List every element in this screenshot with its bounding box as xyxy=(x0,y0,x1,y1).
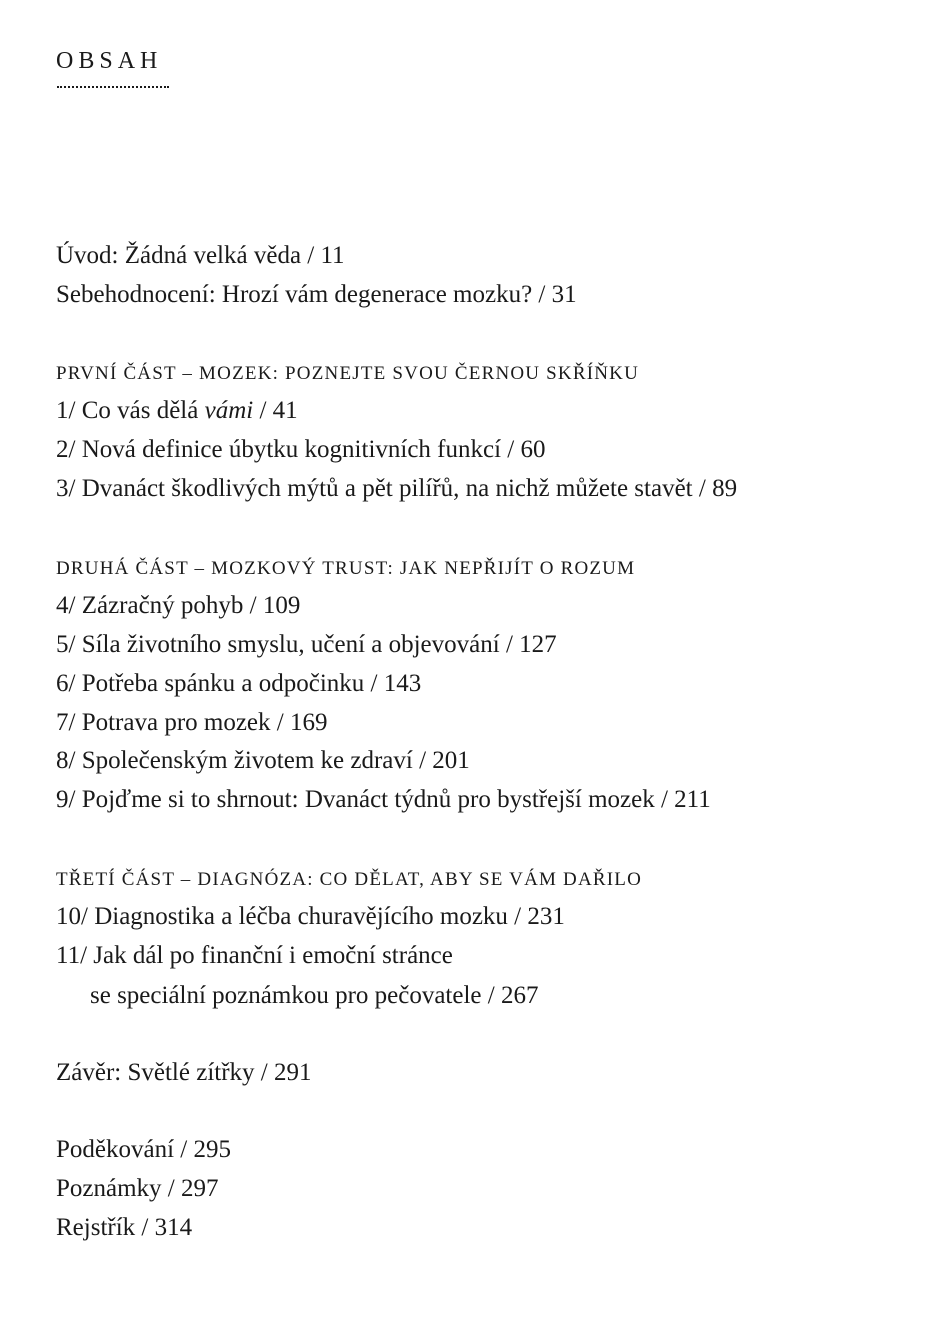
toc-entry-chapter-11: 11/ Jak dál po finanční i emoční stránce xyxy=(56,942,453,969)
toc-entry-chapter-8: 8/ Společenským životem ke zdraví / 201 xyxy=(56,747,470,774)
toc-entry-podekovani: Poděkování / 295 xyxy=(56,1136,231,1163)
toc-entry-chapter-9: 9/ Pojďme si to shrnout: Dvanáct týdnů pro bystřejší mozek / 211 xyxy=(56,786,711,813)
toc-entry-chapter-11-continuation: se speciální poznámkou pro pečovatele / 267 xyxy=(90,982,539,1009)
part-heading-3: TŘETÍ ČÁST – DIAGNÓZA: CO DĚLAT, ABY SE VÁM DAŘILO xyxy=(56,869,643,890)
toc-entry-chapter-6: 6/ Potřeba spánku a odpočinku / 143 xyxy=(56,670,422,697)
toc-entry-chapter-1 xyxy=(56,396,298,426)
chapter-1-suffix: / 41 xyxy=(253,397,298,424)
toc-entry-sebehodnoceni: Sebehodnocení: Hrozí vám degenerace mozku? / 31 xyxy=(56,281,577,308)
toc-entry-rejstrik: Rejstřík / 314 xyxy=(56,1214,193,1241)
part-heading-1: PRVNÍ ČÁST – MOZEK: POZNEJTE SVOU ČERNOU SKŘÍŇKU xyxy=(56,363,640,384)
chapter-1-prefix: 1/ Co vás dělá xyxy=(56,397,205,424)
toc-entry-chapter-3: 3/ Dvanáct škodlivých mýtů a pět pilířů, na nichž můžete stavět / 89 xyxy=(56,475,738,502)
toc-entry-chapter-4: 4/ Zázračný pohyb / 109 xyxy=(56,592,301,619)
toc-entry-chapter-2: 2/ Nová definice úbytku kognitivních funkcí / 60 xyxy=(56,436,546,463)
toc-entry-chapter-5: 5/ Síla životního smyslu, učení a objevování / 127 xyxy=(56,631,557,658)
toc-entry-chapter-10: 10/ Diagnostika a léčba churavějícího mozku / 231 xyxy=(56,903,565,930)
title-dotted-rule xyxy=(57,86,169,88)
toc-entry-poznamky: Poznámky / 297 xyxy=(56,1175,219,1202)
chapter-1-emphasis: vámi xyxy=(204,397,254,424)
part-heading-2: DRUHÁ ČÁST – MOZKOVÝ TRUST: JAK NEPŘIJÍT O ROZUM xyxy=(56,558,636,579)
toc-entry-uvod: Úvod: Žádná velká věda / 11 xyxy=(56,242,345,269)
toc-entry-zaver: Závěr: Světlé zítřky / 291 xyxy=(56,1059,312,1086)
page-title: OBSAH xyxy=(56,48,163,74)
toc-entry-chapter-7: 7/ Potrava pro mozek / 169 xyxy=(56,709,328,736)
